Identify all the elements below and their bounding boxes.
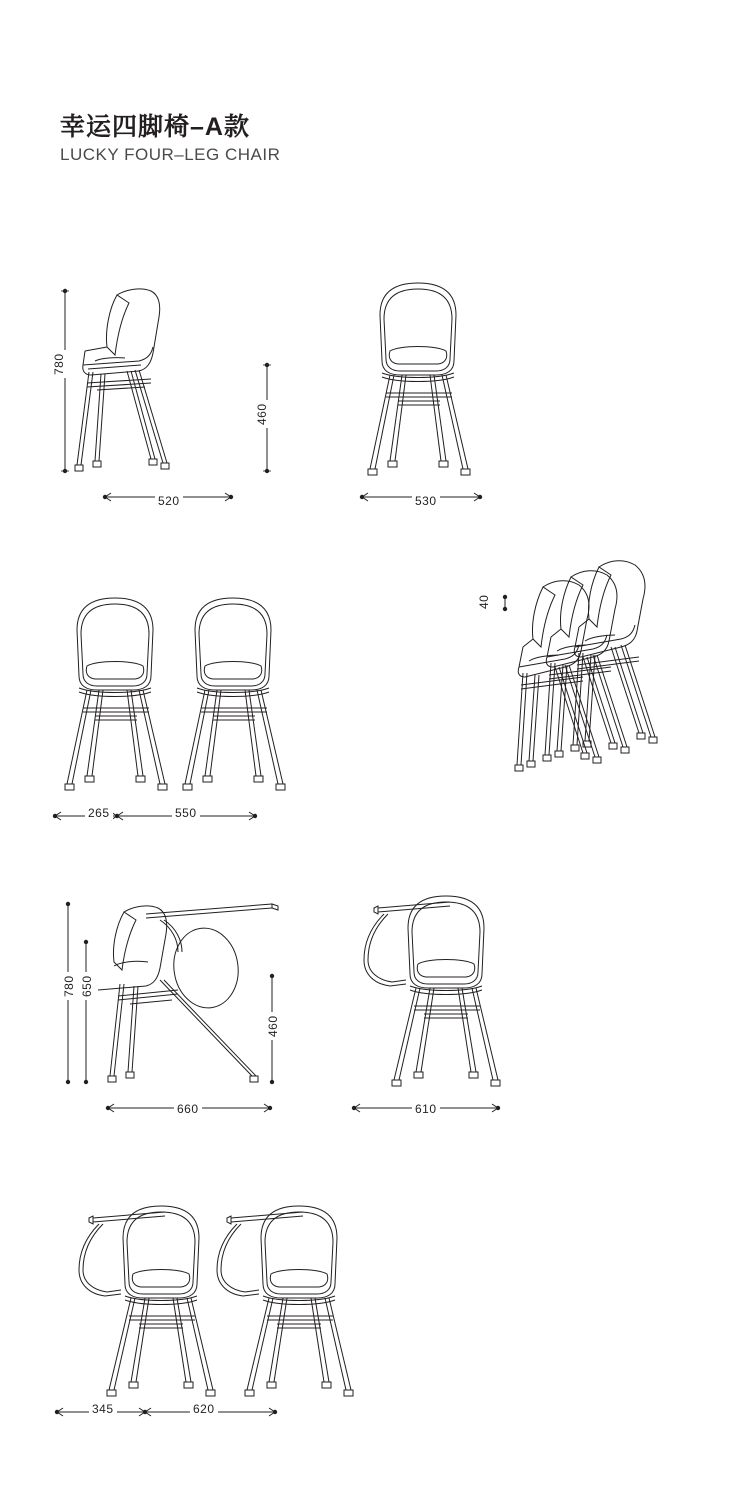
dim-label-345-two-tablet: 345 xyxy=(89,1402,117,1416)
dim-label-610-front-tablet: 610 xyxy=(412,1102,440,1116)
figure-front-view-plain xyxy=(350,275,550,515)
figure-two-chairs-plain xyxy=(55,590,345,840)
dim-label-650-tablet: 650 xyxy=(80,972,94,1000)
title-english: LUCKY FOUR–LEG CHAIR xyxy=(60,145,281,164)
dim-label-620-two-tablet: 620 xyxy=(190,1402,218,1416)
figure-two-chairs-tablet xyxy=(55,1190,355,1420)
dim-label-780-side: 780 xyxy=(52,350,66,378)
dim-label-530-front: 530 xyxy=(412,494,440,508)
dim-label-780-tablet: 780 xyxy=(62,972,76,1000)
figure-front-view-tablet xyxy=(350,880,570,1130)
figure-side-view-tablet xyxy=(100,880,360,1130)
dim-label-265-two-chairs: 265 xyxy=(85,806,113,820)
dim-label-660-tablet: 660 xyxy=(174,1102,202,1116)
dim-label-40-stack: 40 xyxy=(477,592,491,612)
figure-side-view-plain xyxy=(55,275,295,515)
dim-label-460-side: 460 xyxy=(255,400,269,428)
title-chinese: 幸运四脚椅–A款 xyxy=(60,113,250,141)
page-title xyxy=(60,112,280,166)
figure-stacked-chairs xyxy=(465,565,715,795)
dim-label-520-side: 520 xyxy=(155,494,183,508)
dim-label-550-two-chairs: 550 xyxy=(172,806,200,820)
dim-label-460-tablet: 460 xyxy=(266,1012,280,1040)
